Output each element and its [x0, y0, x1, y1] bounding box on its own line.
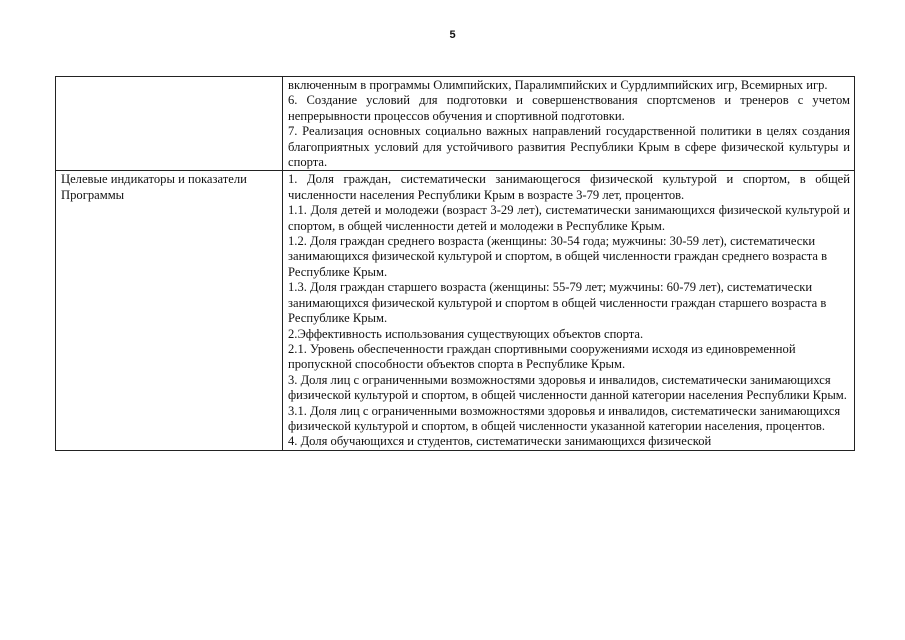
- paragraph: 2.1. Уровень обеспеченности граждан спортивными сооружениями исходя из единовременной пропускной способности объектов спорта в Республике Крым.: [288, 341, 796, 372]
- paragraph: 4. Доля обучающихся и студентов, систематически занимающихся физической: [288, 434, 712, 449]
- paragraph: 2.Эффективность использования существующих объектов спорта.: [288, 326, 644, 341]
- row-content-cell: [283, 77, 855, 171]
- paragraph: 1.3. Доля граждан старшего возраста (женщины: 55-79 лет; мужчины: 60-79 лет), систематически занимающихся физической культурой и спортом в общей численности граждан старшего возраста в Республике Крым.: [288, 280, 827, 326]
- paragraph: 6. Создание условий для подготовки и совершенствования спортсменов и тренеров с учетом непрерывности процессов обучения и спортивной подготовки.: [288, 93, 850, 123]
- paragraph: 7. Реализация основных социально важных направлений государственной политики в целях создания благоприятных условий для устойчивого развития Республики Крым в сфере физической культуры и спорта.: [288, 124, 850, 170]
- row-label-cell: [56, 77, 283, 171]
- paragraph: 3. Доля лиц с ограниченными возможностями здоровья и инвалидов, систематически занимающихся физической культурой и спортом, в общей численности данной категории населения Республики Крым.: [288, 372, 847, 403]
- row-content-cell: [283, 171, 855, 450]
- paragraph: 3.1. Доля лиц с ограниченными возможностями здоровья и инвалидов, систематически занимающихся физической культурой и спортом, в общей численности указанной категории населения, процентов.: [288, 403, 841, 433]
- table-row: [56, 77, 855, 171]
- table-row: [56, 171, 855, 450]
- row-label-cell: Целевые индикаторы и показатели Программы: [56, 171, 283, 450]
- page-number: 5: [449, 29, 456, 41]
- paragraph: включенным в программы Олимпийских, Паралимпийских и Сурдлимпийских игр, Всемирных игр.: [288, 78, 828, 92]
- paragraph: 1.2. Доля граждан среднего возраста (женщины: 30-54 года; мужчины: 30-59 лет), систематически занимающихся физической культурой и спортом, в общей численности граждан среднего возраста в Республике Крым.: [288, 234, 828, 279]
- program-passport-table: [55, 76, 855, 451]
- paragraph: 1. Доля граждан, систематически занимающегося физической культурой и спортом, в общей численности населения Республики Крым в возрасте 3-79 лет, процентов.: [288, 172, 850, 202]
- paragraph: 1.1. Доля детей и молодежи (возраст 3-29 лет), систематически занимающихся физической культурой и спортом, в общей численности детей и молодежи в Республике Крым.: [288, 203, 850, 233]
